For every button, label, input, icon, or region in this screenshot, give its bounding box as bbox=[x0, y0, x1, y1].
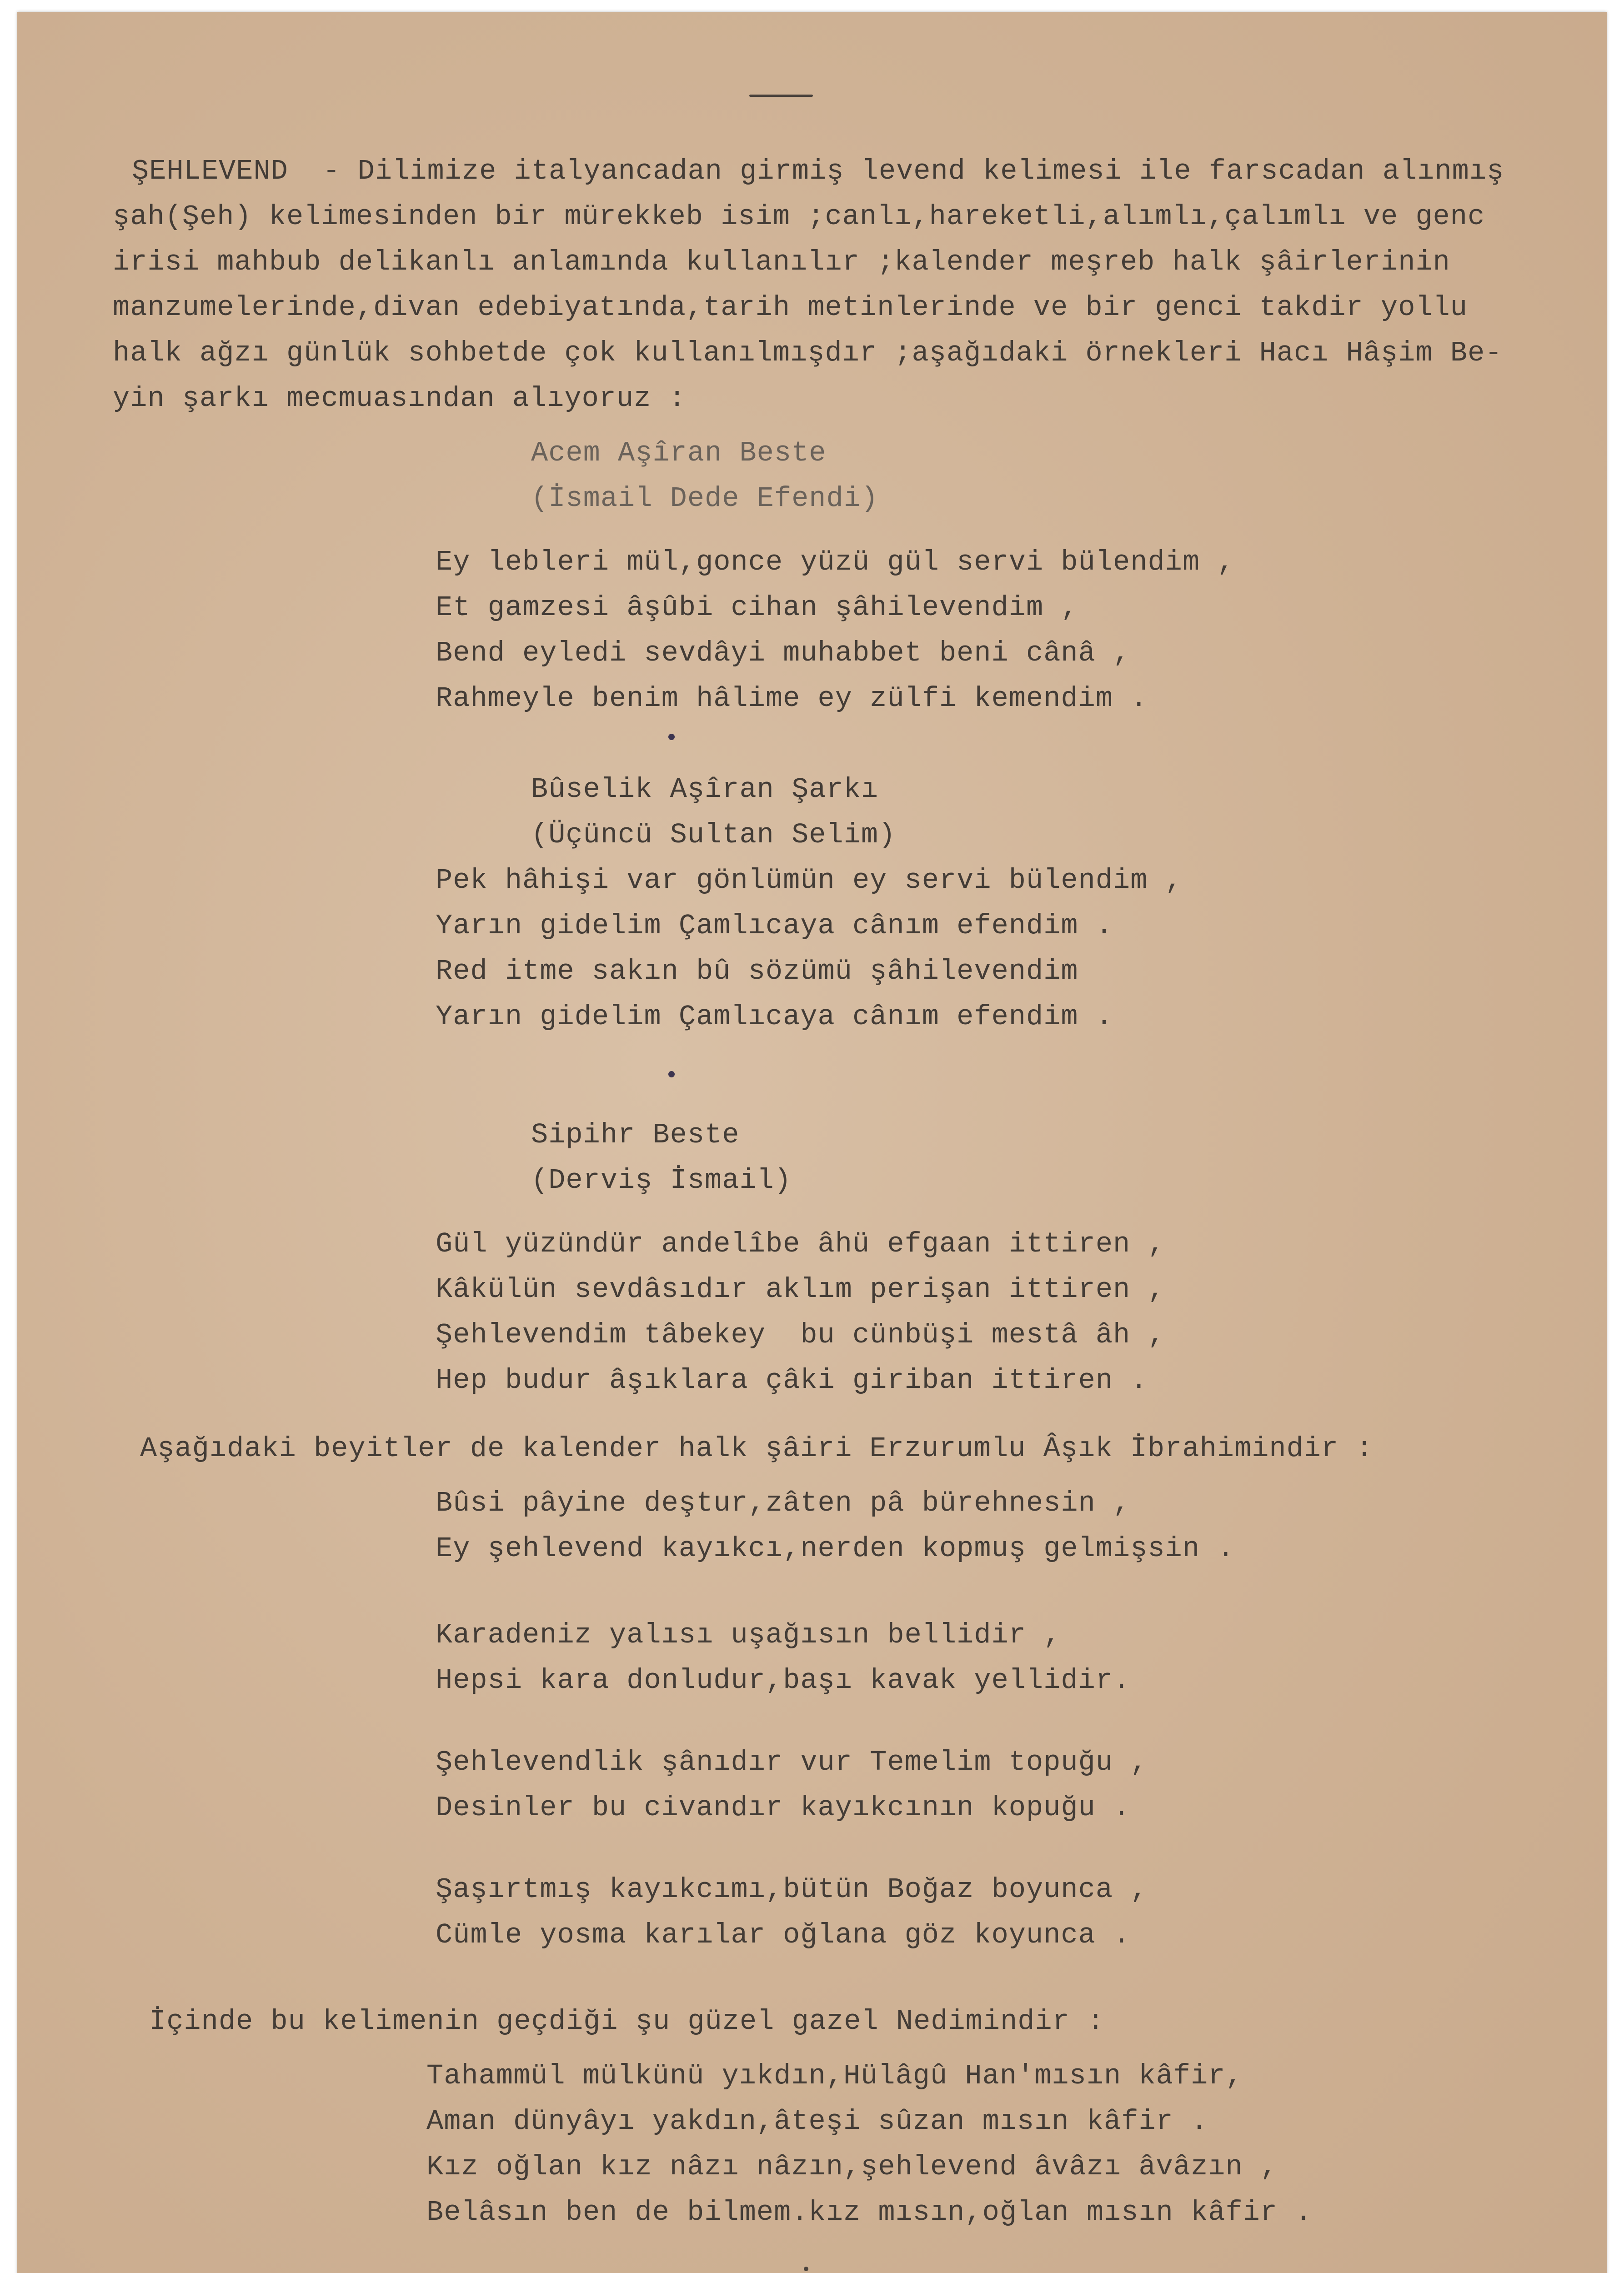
poem1-title: Acem Aşîran Beste bbox=[531, 437, 827, 469]
gazel-line-4: Belâsın ben de bilmem.kız mısın,oğlan mısın kâfir . bbox=[426, 2196, 1313, 2228]
top-dash-mark bbox=[749, 95, 813, 97]
poem3-author: (Derviş İsmail) bbox=[531, 1164, 792, 1197]
intro2-line: Aşağıdaki beyitler de kalender halk şâiri Erzurumlu Âşık İbrahimindir : bbox=[140, 1432, 1373, 1465]
poem2-line-1: Pek hâhişi var gönlümün ey servi bülendim , bbox=[436, 864, 1183, 896]
poem3-line-4: Hep budur âşıklara çâki giriban ittiren . bbox=[436, 1364, 1148, 1397]
bottom-dot-mark bbox=[804, 2267, 808, 2271]
couplet-2-line-1: Karadeniz yalısı uşağısın bellidir , bbox=[436, 1619, 1061, 1651]
poem3-line-3: Şehlevendim tâbekey bu cünbüşi mestâ âh , bbox=[436, 1319, 1165, 1351]
poem3-line-1: Gül yüzündür andelîbe âhü efgaan ittiren , bbox=[436, 1228, 1165, 1260]
couplet-3-line-2: Desinler bu civandır kayıkcının kopuğu . bbox=[436, 1792, 1131, 1824]
intro-line-2: şah(Şeh) kelimesinden bir mürekkeb isim ;canlı,hareketli,alımlı,çalımlı ve genc bbox=[113, 200, 1485, 233]
intro-line-1: ŞEHLEVEND - Dilimize italyancadan girmiş levend kelimesi ile farscadan alınmış bbox=[132, 155, 1504, 187]
couplet-4-line-2: Cümle yosma karılar oğlana göz koyunca . bbox=[436, 1919, 1131, 1951]
separator-dot-1 bbox=[668, 734, 675, 740]
couplet-4-line-1: Şaşırtmış kayıkcımı,bütün Boğaz boyunca , bbox=[436, 1873, 1148, 1906]
couplet-1-line-2: Ey şehlevend kayıkcı,nerden kopmuş gelmişsin . bbox=[436, 1532, 1235, 1565]
separator-dot-2 bbox=[668, 1071, 675, 1077]
intro-line-4: manzumelerinde,divan edebiyatında,tarih metinlerinde ve bir genci takdir yollu bbox=[113, 291, 1468, 324]
intro-line-3: irisi mahbub delikanlı anlamında kullanılır ;kalender meşreb halk şâirlerinin bbox=[113, 246, 1450, 278]
poem1-line-1: Ey lebleri mül,gonce yüzü gül servi bülendim , bbox=[436, 546, 1235, 578]
couplet-3-line-1: Şehlevendlik şânıdır vur Temelim topuğu , bbox=[436, 1746, 1148, 1778]
poem1-line-2: Et gamzesi âşûbi cihan şâhilevendim , bbox=[436, 591, 1078, 624]
intro-line-5: halk ağzı günlük sohbetde çok kullanılmışdır ;aşağıdaki örnekleri Hacı Hâşim Be- bbox=[113, 337, 1503, 369]
couplet-1-line-1: Bûsi pâyine deştur,zâten pâ bürehnesin , bbox=[436, 1487, 1131, 1519]
poem3-title: Sipihr Beste bbox=[531, 1119, 740, 1151]
gazel-line-2: Aman dünyâyı yakdın,âteşi sûzan mısın kâfir . bbox=[426, 2105, 1208, 2138]
poem1-line-3: Bend eyledi sevdâyi muhabbet beni cânâ , bbox=[436, 637, 1131, 669]
poem1-author: (İsmail Dede Efendi) bbox=[531, 482, 879, 515]
gazel-line-3: Kız oğlan kız nâzı nâzın,şehlevend âvâzı âvâzın , bbox=[426, 2151, 1278, 2183]
typewritten-page bbox=[17, 12, 1607, 2273]
poem2-line-3: Red itme sakın bû sözümü şâhilevendim bbox=[436, 955, 1078, 987]
poem1-line-4: Rahmeyle benim hâlime ey zülfi kemendim . bbox=[436, 682, 1148, 715]
couplet-2-line-2: Hepsi kara donludur,başı kavak yellidir. bbox=[436, 1664, 1131, 1697]
intro3-line: İçinde bu kelimenin geçdiği şu güzel gazel Nedimindir : bbox=[149, 2005, 1105, 2038]
intro-line-6: yin şarkı mecmuasından alıyoruz : bbox=[113, 382, 686, 415]
poem3-line-2: Kâkülün sevdâsıdır aklım perişan ittiren , bbox=[436, 1273, 1165, 1306]
gazel-line-1: Tahammül mülkünü yıkdın,Hülâgû Han'mısın kâfir, bbox=[426, 2060, 1243, 2092]
poem2-title: Bûselik Aşîran Şarkı bbox=[531, 773, 879, 806]
poem2-line-2: Yarın gidelim Çamlıcaya cânım efendim . bbox=[436, 910, 1113, 942]
poem2-author: (Üçüncü Sultan Selim) bbox=[531, 819, 896, 851]
poem2-line-4: Yarın gidelim Çamlıcaya cânım efendim . bbox=[436, 1001, 1113, 1033]
